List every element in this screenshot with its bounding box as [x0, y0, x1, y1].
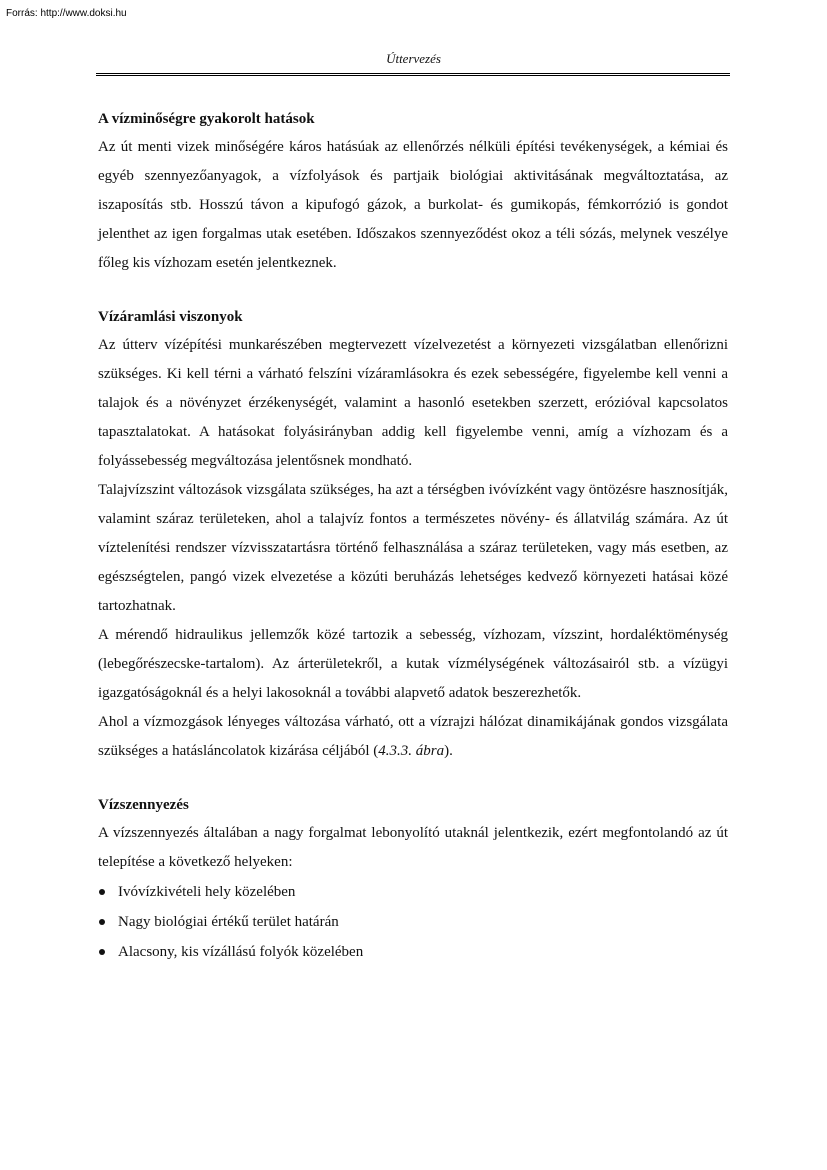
section-heading: Vízáramlási viszonyok — [98, 309, 243, 325]
paragraph: A mérendő hidraulikus jellemzők közé tartozik a sebesség, vízhozam, vízszint, hordaléktöménység (lebegőrészecske-tartalom). Az árterületekről, a kutak vízmélységének változásairól stb. a vízügyi igazgatóságoknál és a helyi lakosoknál a további alapvető adatok beszerezhetők. — [98, 627, 728, 701]
source-line: Forrás: http://www.doksi.hu — [6, 8, 127, 19]
header-rule — [96, 73, 730, 76]
list-item: Ivóvízkivételi hely közelében — [98, 877, 728, 907]
section-water-pollution — [98, 794, 728, 967]
section-water-quality — [98, 108, 728, 278]
figure-reference: 4.3.3. ábra — [378, 743, 445, 759]
paragraph-text: ). — [444, 743, 453, 759]
paragraph: A vízszennyezés általában a nagy forgalmat lebonyolító utaknál jelentkezik, ezért megfontolandó az út telepítése a következő helyeken: — [98, 825, 728, 870]
paragraph-text: Ahol a vízmozgások lényeges változása várható, ott a vízrajzi hálózat dinamikájának gondos vizsgálata szükséges a hatásláncolatok kizárása céljából ( — [98, 714, 728, 759]
paragraph: Talajvízszint változások vizsgálata szükséges, ha azt a térségben ivóvízként vagy öntözésre hasznosítják, valamint száraz területeken, ahol a talajvíz fontos a természetes növény- és állatvilág számára. Az út víztelenítési rendszer vízvisszatartásra történő felhasználása a száraz területeken, vagy más esetben, az egészségtelen, pangó vizek elvezetése a közúti beruházás lehetséges kedvező környezeti hatásai közé tartozhatnak. — [98, 482, 728, 614]
paragraph: Az útterv vízépítési munkarészében megtervezett vízelvezetést a környezeti vizsgálatban ellenőrizni szükséges. Ki kell térni a várható felszíni vízáramlásokra és ezek sebességére, figyelembe kell venni a talajok és a növényzet érzékenységét, valamint a hasonló esetekben szerzett, erózióval kapcsolatos tapasztalatokat. A hatásokat folyásirányban addig kell figyelembe venni, amíg a vízhozam és a folyássebesség megváltozása jelentősnek mondható. — [98, 337, 728, 469]
section-water-flow — [98, 306, 728, 766]
running-header: Úttervezés — [386, 51, 441, 66]
bullet-list — [98, 877, 728, 967]
list-item: Alacsony, kis vízállású folyók közelében — [98, 937, 728, 967]
paragraph: Az út menti vizek minőségére káros hatásúak az ellenőrzés nélküli építési tevékenységek, a kémiai és egyéb szennyezőanyagok, a vízfolyások és partjaik biológiai aktivitásának megváltoztatása, az iszaposítás stb. Hosszú távon a kipufogó gázok, a burkolat- és gumikopás, fémkorrózió is gondot jelenthet az igen forgalmas utak esetében. Időszakos szennyeződést okoz a téli sózás, melynek veszélye főleg kis vízhozam esetén jelentkeznek. — [98, 139, 728, 271]
list-item: Nagy biológiai értékű terület határán — [98, 907, 728, 937]
document-body — [98, 108, 728, 995]
section-heading: A vízminőségre gyakorolt hatások — [98, 111, 315, 127]
paragraph — [98, 708, 728, 766]
section-heading: Vízszennyezés — [98, 797, 189, 813]
